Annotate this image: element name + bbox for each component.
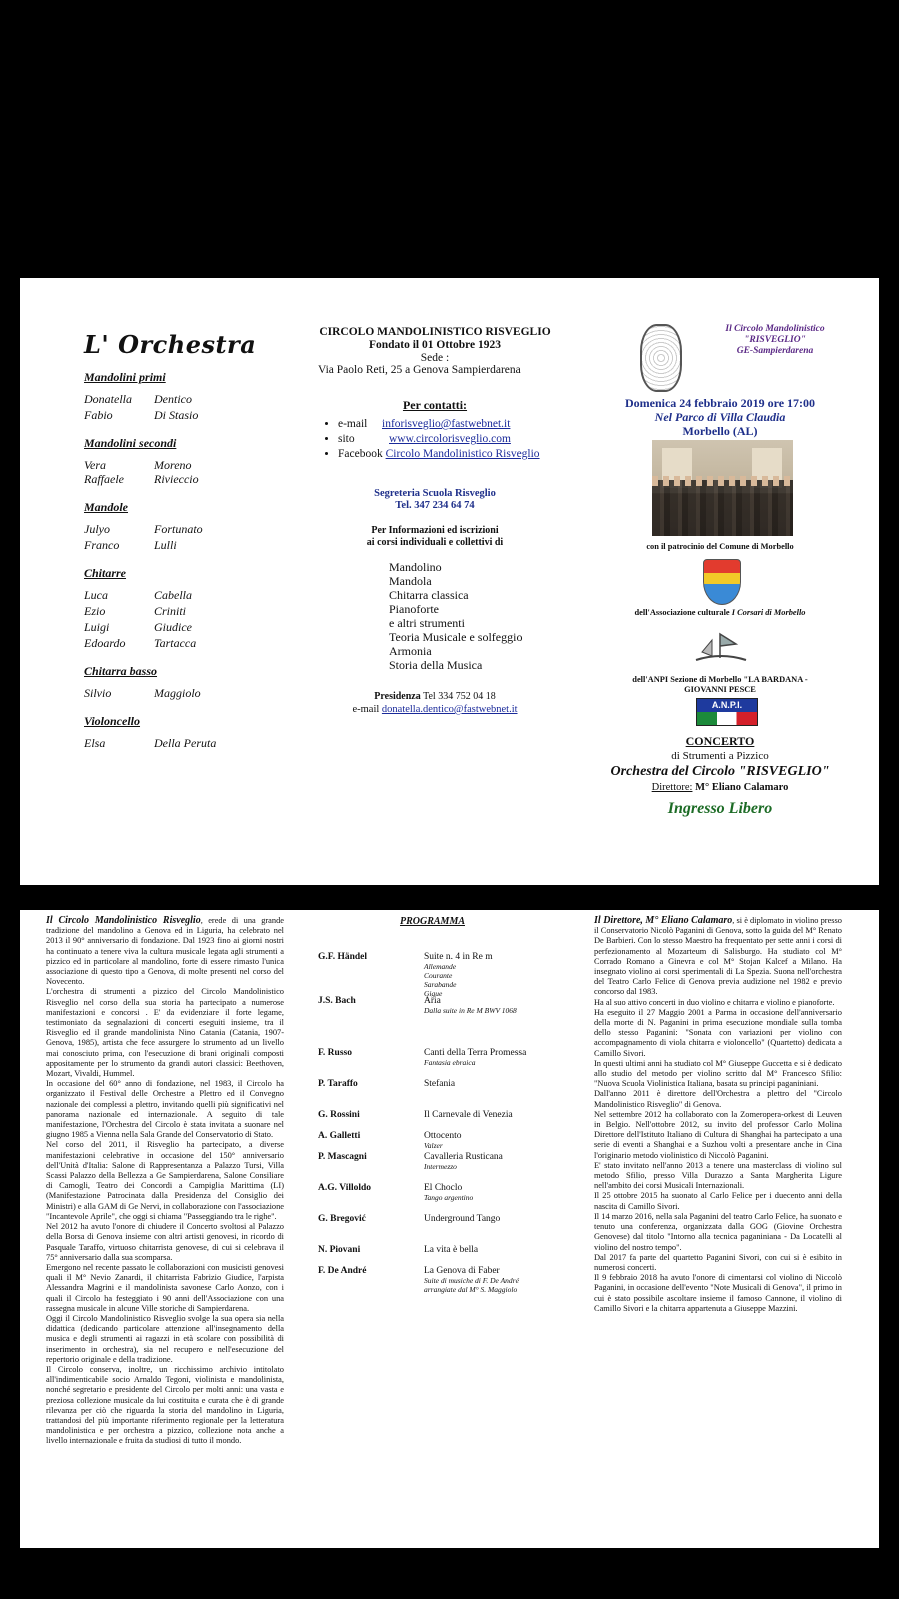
member-last-name: Giudice [154, 620, 192, 634]
program-composer: P. Taraffo [318, 1079, 358, 1089]
section-heading: Chitarra basso [84, 664, 158, 678]
course-item: Teoria Musicale e solfeggio [389, 630, 523, 644]
program-work: Aria Dalla suite in Re M BWV 1068 [424, 996, 517, 1015]
bio-paragraph: Ha eseguito il 27 Maggio 2001 a Parma in occasione dell'anniversario della morte di N. Paganini in prima esecuzione mondiale sulla tomba dello stesso Paganini: "Sonata con variazioni per violino con accompagnamento di viola chitarra e violoncello" (Quartetto) dedicata a Camillo Sivori. [594, 1007, 842, 1058]
program-work: Stefania [424, 1079, 456, 1089]
program-composer: A. Galletti [318, 1131, 361, 1141]
patronage-line: con il patrocinio del Comune di Morbello [646, 542, 794, 551]
history-paragraph: Oggi il Circolo Mandolinistico Risveglio svolge la sua opera sia nella didattica (dedicando particolare attenzione all'insegnamento della musica e degli strumenti ai ragazzi in età scolare con possibilità di inserimento in orchestra), sia nel recupero e nell'esecuzione del repertorio originale e della tradizione. [46, 1313, 284, 1364]
member-last-name: Della Peruta [154, 736, 217, 750]
program-work-detail: Valzer [424, 1141, 443, 1150]
concerto-heading: CONCERTO [685, 734, 755, 748]
brochure-front-page [20, 278, 879, 885]
program-composer: G. Rossini [318, 1110, 360, 1120]
program-work-detail: Courante [424, 971, 453, 980]
organizer-block: Il Circolo Mandolinistico "RISVEGLIO" GE-Sampierdarena [725, 324, 825, 356]
member-first-name: Edoardo [84, 636, 126, 650]
history-paragraph: Il Circolo conserva, inoltre, un ricchissimo archivio intitolato all'indimenticabile socio Arnaldo Tegoni, violinista e mandolinista, nonché segretario e presidente del Circolo per molti anni: una vasta e preziosa collezione musicale da lui costituita e curata che è di grande rilevanza per ciò che riguarda la storia del mandolino in Liguria, trattandosi del più importante riferimento regionale per la letteratura mandolinistica e per orchestra a pizzico, collezione nota anche a livello internazionale e fruita da studiosi di tutto il mondo. [46, 1364, 284, 1446]
program-work-detail: Fantasia ebraica [424, 1058, 476, 1067]
contact-email: • e-mail inforisveglio@fastwebnet.it [338, 418, 628, 430]
member-first-name: Raffaele [84, 472, 124, 486]
member-last-name: Fortunato [154, 522, 203, 536]
contacts-title: Per contatti: [402, 398, 468, 412]
program-composer: N. Piovani [318, 1245, 361, 1255]
program-work: El Choclo Tango argentino [424, 1183, 474, 1202]
direttore-bio: Il Direttore, M° Eliano Calamaro, si è diplomato in violino presso il Conservatorio Nicolò Paganini di Genova, sotto la guida del M° Renato De Barbieri. Con lo stesso Maestro ha frequentato per sette anni i corsi di perfezionamento al Mozarteum di Salisburgo. Ha studiato col M° Corrado Romano a Ginevra e col M° Stojan Kalcef a Milano. Ha insegnato violino ai corsi sperimentali di La Spezia. Suona nell'orchestra del Teatro Carlo Felice di Genova previa audizione nel 1982 e previo concorso dal 1983. Ha al suo attivo concerti in duo violino e chitarra e violino e pianoforte. Ha eseguito il 27 Maggio 2001 a Parma in occasione dell'anniversario della morte di N. Paganini in prima esecuzione mondiale sulla tomba dello stesso Paganini: "Sonata con variazioni per violino con accompagnamento di viola chitarra e violoncello" (Quartetto) dedicata a Camillo Sivori. In questi ultimi anni ha studiato col M° Giuseppe Guccetta e si è dedicato allo studio del metodo per violino scritto dal M° Francesco Sfilio: "Nuova Scuola Violinistica Italiana, basata su principi paganiniani. Dall'anno 2011 è direttore dell'Orchestra a plettro del "Circolo Mandolinistico Risveglio" di Genova. Nel settembre 2012 ha collaborato con la Zomeropera-orkest di Leuven in Belgio. Nell'ottobre 2012, su invito del professor Carlo Molina Direttore dell'Istituto Italiano di Cultura di Shanghai ha partecipato a una serie di eventi a Shanghai e a Suzhou volti a presentare anche in Cina l'originario metodo violinistico di Niccolò Paganini. E' stato invitato nell'anno 2013 a tenere una masterclass di violino sul metodo Sfilio, presso Villa Durazzo a Santa Margherita Ligure nell'ambito dei corsi Musicali Internazionali. Il 25 ottobre 2015 ha suonato al Carlo Felice per i duecento anni della nascita di Camillo Sivori. Il 14 marzo 2016, nella sala Paganini del teatro Carlo Felice, ha suonato e tenuto una conferenza, organizzata dalla GOG (Giovine Orchestra Genovese) dal titolo "Intorno alla tecnica paganiniana - Da Locatelli al violino del nostro tempo". Dal 2017 fa parte del quartetto Paganini Sivori, con cui si è esibito in numerosi concerti. Il 9 febbraio 2018 ha avuto l'onore di cimentarsi col violino di Niccolò Paganini, in occasione dell'evento "Note Musicali di Genova", il primo in cui è stato possibile ascoltare insieme il famoso Cannone, il violino di Camillo Sivori e la chitarra appartenuta a Giuseppe Mazzini. [594, 915, 842, 1313]
member-last-name: Dentico [154, 392, 192, 406]
website-link[interactable]: www.circolorisveglio.com [389, 433, 511, 445]
email-link[interactable]: inforisveglio@fastwebnet.it [382, 418, 511, 430]
program-work: Suite n. 4 in Re m Allemande Courante Sarabande Gigue [424, 952, 493, 998]
program-composer: P. Mascagni [318, 1152, 367, 1162]
member-first-name: Donatella [84, 392, 132, 406]
bio-paragraph: E' stato invitato nell'anno 2013 a tenere una masterclass di violino sul metodo Sfilio, presso Villa Durazzo a Santa Margherita Ligure nell'ambito dei corsi Musicali Internazionali. [594, 1160, 842, 1191]
member-last-name: Cabella [154, 588, 192, 602]
event-when-where [600, 396, 840, 438]
bio-paragraph: Il 9 febbraio 2018 ha avuto l'onore di cimentarsi col violino di Niccolò Paganini, in occasione dell'evento "Note Musicali di Genova", il primo in cui è stato possibile ascoltare insieme il famoso Cannone, il violino di Camillo Sivori e la chitarra appartenuta a Giuseppe Mazzini. [594, 1273, 842, 1313]
member-last-name: Lulli [154, 538, 177, 552]
program-work-detail: Tango argentino [424, 1193, 474, 1202]
contact-site: • sito www.circolorisveglio.com [338, 433, 628, 445]
section-heading: Mandolini primi [84, 370, 166, 384]
courses-list [389, 560, 522, 672]
member-first-name: Ezio [84, 604, 106, 618]
program-composer: F. De André [318, 1266, 367, 1276]
event-venue: Nel Parco di Villa Claudia [654, 410, 786, 424]
ingresso-libero: Ingresso Libero [667, 800, 773, 817]
info-block: Per Informazioni ed iscrizioni ai corsi individuali e collettivi di [366, 525, 504, 548]
orchestra-photo [652, 440, 793, 536]
course-item: e altri strumenti [389, 616, 465, 630]
segreteria-label: Segreteria Scuola Risveglio [374, 488, 496, 499]
coat-of-arms-icon [703, 559, 741, 605]
contact-facebook: • Facebook Circolo Mandolinistico Risveglio [338, 448, 628, 460]
association-line: dell'Associazione culturale I Corsari di Morbello [634, 608, 806, 617]
member-last-name: Criniti [154, 604, 187, 618]
event-date: Domenica 24 febbraio 2019 ore 17:00 [624, 396, 816, 410]
course-item: Mandola [389, 574, 432, 588]
circolo-address: Via Paolo Reti, 25 a Genova Sampierdarena [318, 364, 521, 376]
event-city: Morbello (AL) [682, 424, 758, 438]
presidenza-email-link[interactable]: donatella.dentico@fastwebnet.it [381, 704, 518, 715]
brochure-back-page [20, 910, 879, 1548]
member-last-name: Moreno [154, 458, 192, 472]
corsari-logo-icon [692, 626, 750, 666]
course-item: Chitarra classica [389, 588, 469, 602]
bio-paragraph: Dall'anno 2011 è direttore dell'Orchestra a plettro del "Circolo Mandolinistico Risveglio" di Genova. [594, 1089, 842, 1109]
history-paragraph: L'orchestra di strumenti a pizzico del Circolo Mandolinistico Risveglio nel corso della sua storia ha partecipato a numerose manifestazioni e concorsi . E' da evidenziare il forte legame, testimoniato da segnalazioni di concerti eseguiti insieme, tra il Risveglio ed il grande mandolinista Nino Catania (Catania, 1907-Genova, 1985), artista che fece assurgere lo strumento ad un livello mai conosciuto prima, con l'esecuzione di brani originali composti appositamente per lo strumento da grandi autori classici: Beethoven, Mozart, Vivaldi, Hummel. [46, 987, 284, 1079]
program-work-detail: Dalla suite in Re M BWV 1068 [424, 1006, 517, 1015]
program-work: Ottocento Valzer [424, 1131, 462, 1150]
program-work-detail: arrangiate dal M° S. Maggiolo [424, 1285, 518, 1294]
program-work-detail: Intermezzo [424, 1162, 457, 1171]
program-composer: J.S. Bach [318, 996, 356, 1006]
history-text [46, 916, 284, 1447]
program-work-detail: Sarabande [424, 980, 457, 989]
bio-paragraph: Ha al suo attivo concerti in duo violino e chitarra e violino e pianoforte. [594, 997, 835, 1007]
history-paragraph: Il Circolo Mandolinistico Risveglio, erede di una grande tradizione del mandolino a Genova ed in Liguria, ha celebrato nel 2013 il 90° anniversario di fondazione. Dal 1923 fino ai giorni nostri ha continuato a tenere viva la cultura musicale legata agli strumenti a pizzico ed in particolare al mandolino, forte di essere rimasto l'unica associazione di questo tipo a Genova, di molte presenti nel corso del Novecento. [46, 915, 284, 987]
anpi-logo: A.N.P.I. [696, 698, 758, 726]
program-work-detail: Suite di musiche di F. De André [424, 1276, 519, 1285]
member-last-name: Di Stasio [154, 408, 199, 422]
member-last-name: Tartacca [154, 636, 197, 650]
member-last-name: Rivieccio [154, 472, 199, 486]
bio-paragraph: Il 14 marzo 2016, nella sala Paganini del teatro Carlo Felice, ha suonato e tenuto una conferenza, organizzata dalla GOG (Giovine Orchestra Genovese) dal titolo "Intorno alla tecnica paganiniana - Da Locatelli al violino del nostro tempo". [594, 1211, 842, 1252]
sede-label: Sede : [420, 352, 450, 364]
contacts-list [318, 418, 628, 463]
facebook-link[interactable]: Circolo Mandolinistico Risveglio [385, 448, 540, 460]
program-composer: G.F. Händel [318, 952, 368, 962]
circolo-seal-icon [640, 324, 682, 392]
bio-paragraph: Dal 2017 fa parte del quartetto Paganini Sivori, con cui si è esibito in numerosi concerti. [594, 1252, 842, 1272]
section-heading: Chitarre [84, 566, 127, 580]
programma-title: PROGRAMMA [399, 916, 465, 927]
member-first-name: Elsa [84, 736, 106, 750]
course-item: Storia della Musica [389, 658, 483, 672]
orchestra-name: Orchestra del Circolo "RISVEGLIO" [610, 764, 830, 779]
presidenza-line: Presidenza Tel 334 752 04 18 [374, 691, 496, 702]
presidenza-email-line: e-mail donatella.dentico@fastwebnet.it [352, 704, 518, 715]
history-paragraph: Nel corso del 2011, il Risveglio ha partecipato, a diverse manifestazioni celebrative in occasione del 150° anniversario dell'Unità d'Italia: Salone di Rappresentanza a Palazzo Tursi, Villa Scassi Palazzo della Bellezza a Ge Sampierdarena, Salone Consiliare di Camogli, Teatro dei Concordi a Campiglia Marittima (LI) (Manifestazione Patrocinata dalla Presidenza del Consiglio dei Ministri) e alla GAM di Ge Nervi, in collaborazione con l'associazione "Incantevole Aprile", che oggi si chiama "Passeggiando tra le righe". [46, 1140, 284, 1221]
section-heading: Violoncello [84, 714, 141, 728]
program-work: La vita è bella [424, 1245, 479, 1255]
member-first-name: Luca [84, 588, 108, 602]
bio-paragraph: Il 25 ottobre 2015 ha suonato al Carlo Felice per i duecento anni della nascita di Camillo Sivori. [594, 1191, 842, 1211]
circolo-founded: Fondato il 01 Ottobre 1923 [368, 339, 502, 351]
history-paragraph: Nel 2012 ha avuto l'onore di chiudere il Concerto svoltosi al Palazzo della Borsa di Genova insieme con altri artisti genovesi, in ricordo di Pasquale Taraffo, virtuoso chitarrista genovese, di cui si celebrava il 75° anniversario dalla sua scomparsa. [46, 1222, 284, 1262]
member-first-name: Silvio [84, 686, 112, 700]
program-work-detail: Gigue [424, 989, 443, 998]
member-last-name: Maggiolo [154, 686, 201, 700]
anpi-line: dell'ANPI Sezione di Morbello "LA BARDANA - GIOVANNI PESCE [632, 675, 808, 694]
direttore-title: Il Direttore, M° Eliano Calamaro [594, 915, 733, 926]
member-first-name: Franco [84, 538, 120, 552]
bio-paragraph: In questi ultimi anni ha studiato col M° Giuseppe Guccetta e si è dedicato allo studio del metodo per violino scritto dal M° Francesco Sfilio: "Nuova Scuola Violinistica Italiana, basata su principi paganiniani. [594, 1058, 842, 1089]
circolo-header [310, 326, 560, 365]
course-item: Pianoforte [389, 602, 439, 616]
program-work: Il Carnevale di Venezia [424, 1110, 513, 1120]
section-heading: Mandolini secondi [84, 436, 177, 450]
program-composer: F. Russo [318, 1048, 352, 1058]
strumenti-line: di Strumenti a Pizzico [671, 750, 769, 762]
program-work-detail: Allemande [424, 962, 457, 971]
history-paragraph: Emergono nel recente passato le collaborazioni con musicisti genovesi quali il M° Nevio Zanardi, il chitarrista Fabrizio Giudice, l'arpista Alessandra Magrini e il mandolinista savonese Carlo Aonzo, con i quali il Circolo ha festeggiato i 90 anni dell'Associazione con una rassegna musicale in alcune Ville storiche di Sampierdarena. [46, 1262, 284, 1313]
member-first-name: Julyo [84, 522, 110, 536]
section-heading: Mandole [84, 500, 129, 514]
orchestra-title: L' Orchestra [84, 330, 257, 359]
member-first-name: Fabio [84, 408, 113, 422]
program-composer: G. Bregović [318, 1214, 366, 1224]
program-work: Canti della Terra Promessa Fantasia ebraica [424, 1048, 527, 1067]
program-work: La Genova di Faber Suite di musiche di F. De André arrangiate dal M° S. Maggiolo [424, 1266, 519, 1294]
program-work: Cavalleria Rusticana Intermezzo [424, 1152, 503, 1171]
bio-paragraph: Nel settembre 2012 ha collaborato con la Zomeropera-orkest di Leuven in Belgio. Nell'ottobre 2012, su invito del professor Carlo Molina Direttore dell'Istituto Italiano di Cultura di Shanghai ha partecipato a una serie di eventi a Shanghai e a Suzhou volti a presentare anche in Cina l'originario metodo violinistico di Niccolò Paganini. [594, 1109, 842, 1160]
course-item: Armonia [389, 644, 432, 658]
member-first-name: Luigi [84, 620, 110, 634]
segreteria-block [320, 488, 550, 512]
circolo-name: CIRCOLO MANDOLINISTICO RISVEGLIO [319, 326, 551, 338]
history-paragraph: In occasione del 60° anno di fondazione, nel 1983, il Circolo ha organizzato il Festival delle Orchestre a Plettro ed il Convegno nazionale dei complessi a plettro, invitando quelli più significativi nel panorama nazionale ed internazionale. A seguito di tale manifestazione, l'Orchestra del Circolo è stata invitata a suonare nel giugno 1985 a Vienna nella Sala Grande del Conservatorio di Stato. [46, 1079, 284, 1140]
segreteria-tel: Tel. 347 234 64 74 [395, 500, 475, 511]
program-composer: A.G. Villoldo [318, 1183, 372, 1193]
direttore-line: Direttore: M° Eliano Calamaro [651, 782, 789, 793]
member-first-name: Vera [84, 458, 106, 472]
course-item: Mandolino [389, 560, 442, 574]
program-work: Underground Tango [424, 1214, 501, 1224]
